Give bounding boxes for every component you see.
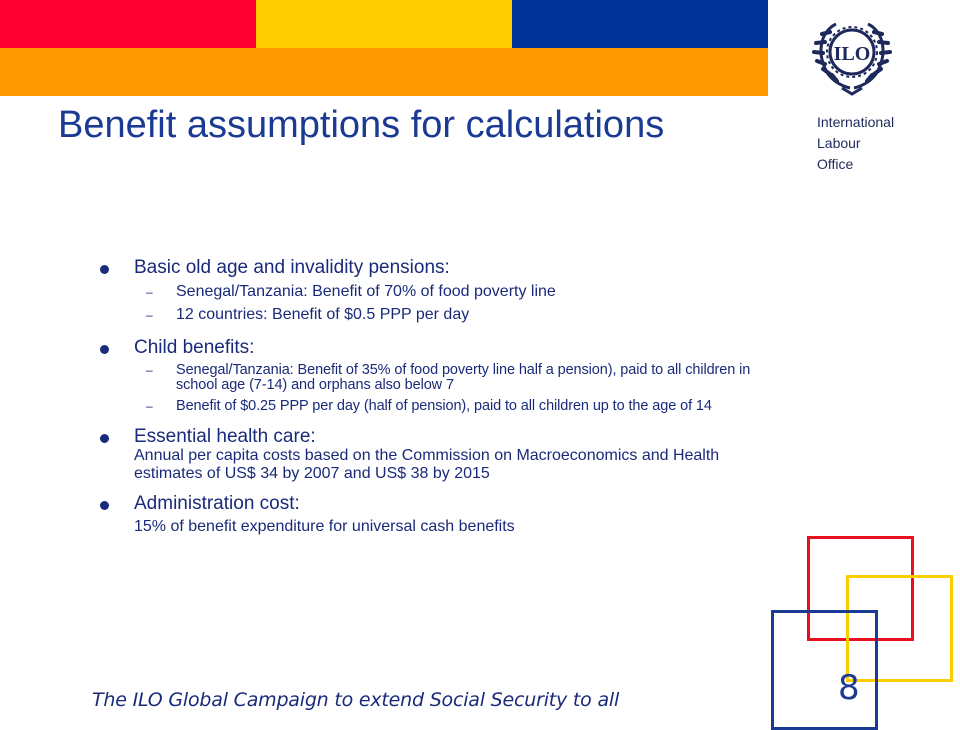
bullet-pensions xyxy=(100,257,760,278)
sub-bullet-text: Benefit of $0.25 PPP per day (half of pension), paid to all children up to the age of 14 xyxy=(176,398,712,414)
bullet-dot xyxy=(100,434,109,443)
bullet-text: Child benefits: xyxy=(134,337,255,358)
bullet-health-care xyxy=(100,426,760,483)
org-name-line-2: Labour xyxy=(817,135,861,151)
header-band-blue xyxy=(512,0,768,48)
sub-bullet xyxy=(100,306,760,324)
ilo-logo xyxy=(806,14,898,98)
sub-bullet-text: Senegal/Tanzania: Benefit of 70% of food poverty line xyxy=(176,283,556,300)
sub-bullet xyxy=(100,283,760,301)
bullet-child-benefits xyxy=(100,337,760,358)
bullet-text: Basic old age and invalidity pensions: xyxy=(134,257,450,278)
decor-square-blue xyxy=(771,610,878,730)
sub-bullet xyxy=(100,363,760,393)
bullet-dot xyxy=(100,345,109,354)
sub-bullet-text: Senegal/Tanzania: Benefit of 35% of food poverty line half a pension), paid to all children in school age (7-14) and orphans also below 7 xyxy=(176,362,751,393)
sub-bullet xyxy=(100,399,760,414)
organization-name xyxy=(817,112,894,175)
slide-title: Benefit assumptions for calculations xyxy=(58,104,665,146)
bullet-text: Essential health care: xyxy=(134,426,316,447)
dash-marker: – xyxy=(146,308,153,322)
header-band-orange xyxy=(0,48,768,96)
bullet-detail: Annual per capita costs based on the Commission on Macroeconomics and Health estimates of US$ 34 by 2007 and US$ 38 by 2015 xyxy=(134,447,720,482)
org-name-line-3: Office xyxy=(817,156,854,172)
bullet-dot xyxy=(100,265,109,274)
bullet-text: Administration cost: xyxy=(134,493,300,514)
bullet-administration-cost xyxy=(100,493,760,536)
header-band-red xyxy=(0,0,256,48)
dash-marker: – xyxy=(146,285,153,299)
bullet-detail: 15% of benefit expenditure for universal cash benefits xyxy=(134,518,515,535)
logo-text: ILO xyxy=(833,43,871,65)
page-number: 8 xyxy=(838,668,860,708)
dash-marker: – xyxy=(146,399,153,413)
header-band-yellow xyxy=(256,0,512,48)
dash-marker: – xyxy=(146,363,153,377)
bullet-dot xyxy=(100,501,109,510)
slide-content xyxy=(100,250,760,536)
org-name-line-1: International xyxy=(817,114,895,130)
footer-campaign-text: The ILO Global Campaign to extend Social Security to all xyxy=(92,689,620,711)
sub-bullet-text: 12 countries: Benefit of $0.5 PPP per day xyxy=(176,306,470,323)
